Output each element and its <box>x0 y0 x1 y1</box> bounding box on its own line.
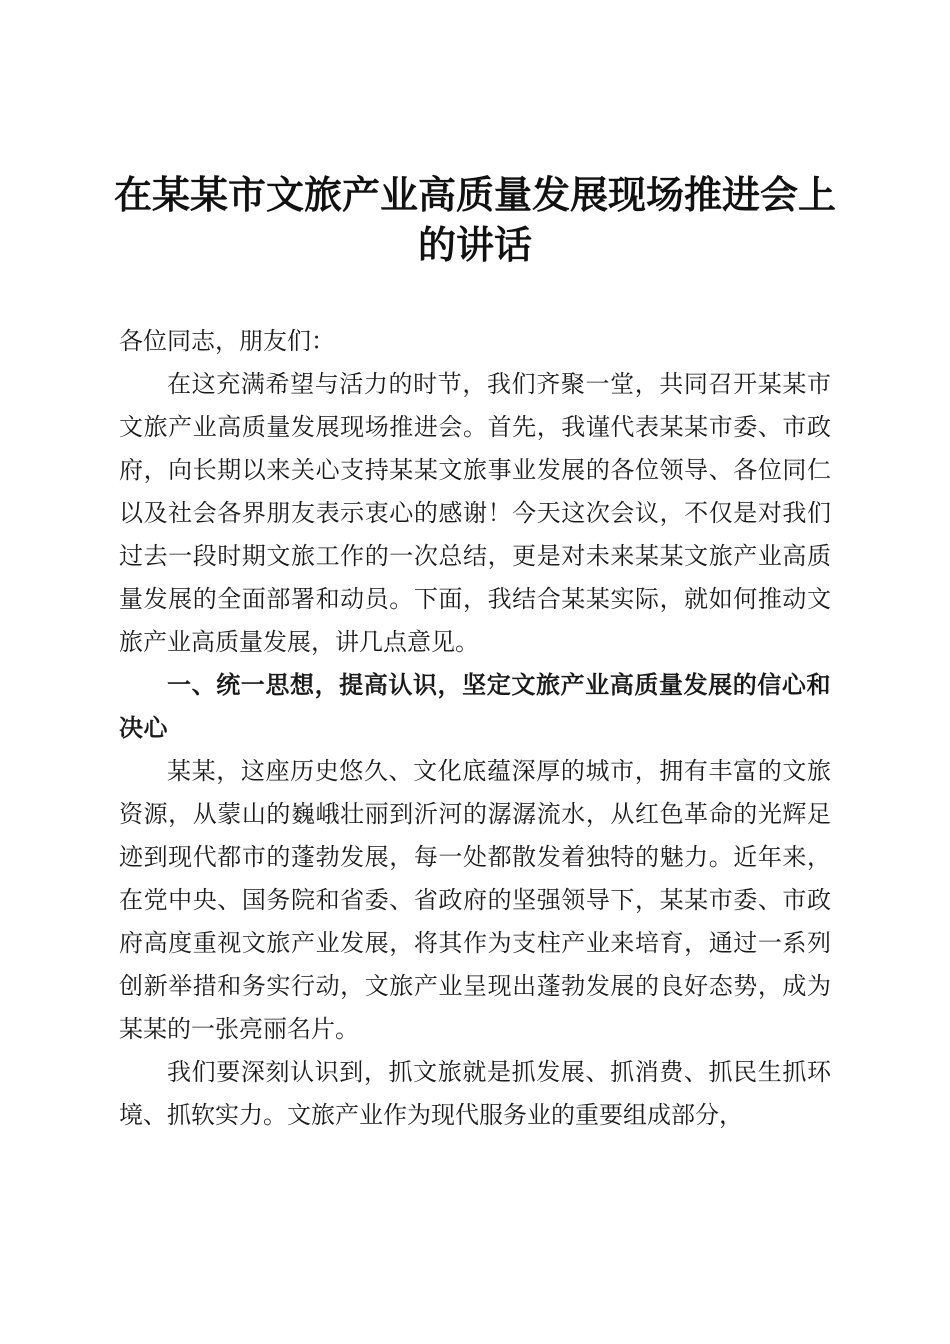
document-title: 在某某市文旅产业高质量发展现场推进会上的讲话 <box>113 172 836 267</box>
document-body <box>119 320 831 1137</box>
section-paragraph-2: 我们要深刻认识到，抓文旅就是抓发展、抓消费、抓民生抓环境、抓软实力。文旅产业作为现代服务业的重要组成部分， <box>119 1058 831 1129</box>
opening-paragraph: 在这充满希望与活力的时节，我们齐聚一堂，共同召开某某市文旅产业高质量发展现场推进会。首先，我谨代表某某市委、市政府，向长期以来关心支持某某文旅事业发展的各位领导、各位同仁以及社会各界朋友表示衷心的感谢！今天这次会议，不仅是对我们过去一段时期文旅工作的一次总结，更是对未来某某文旅产业高质量发展的全面部署和动员。下面，我结合某某实际，就如何推动文旅产业高质量发展，讲几点意见。 <box>119 370 831 656</box>
section-heading: 一、统一思想，提高认识，坚定文旅产业高质量发展的信心和决心 <box>119 671 831 742</box>
salutation: 各位同志，朋友们： <box>119 327 335 355</box>
section-paragraph-1: 某某，这座历史悠久、文化底蕴深厚的城市，拥有丰富的文旅资源，从蒙山的巍峨壮丽到沂河的潺潺流水，从红色革命的光辉足迹到现代都市的蓬勃发展，每一处都散发着独特的魅力。近年来，在党中央、国务院和省委、省政府的坚强领导下，某某市委、市政府高度重视文旅产业发展，将其作为支柱产业来培育，通过一系列创新举措和务实行动，文旅产业呈现出蓬勃发展的良好态势，成为某某的一张亮丽名片。 <box>119 757 831 1043</box>
